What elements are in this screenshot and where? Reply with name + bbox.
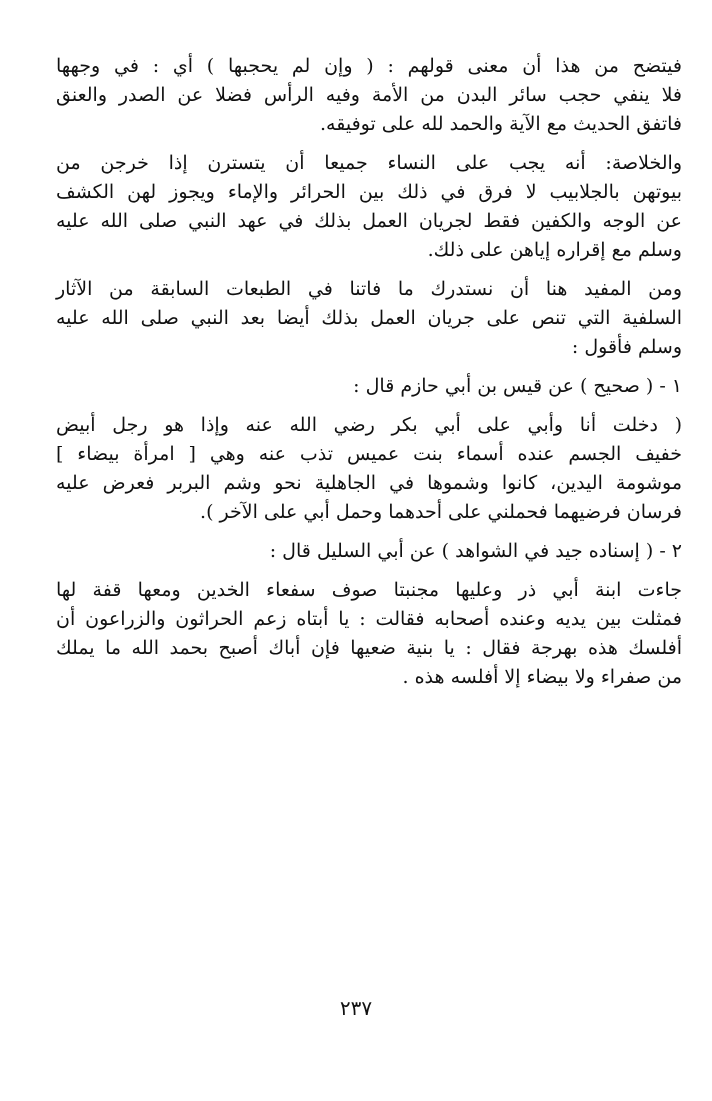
text-line: فاتفق الحديث مع الآية والحمد لله على توفيقه. <box>320 113 682 135</box>
text-line: فلا ينفي حجب سائر البدن من الأمة وفيه الرأس فضلا عن الصدر والعنق <box>56 84 682 106</box>
paragraph-2 <box>56 149 682 265</box>
text-line: موشومة اليدين، كانوا وشموها في الجاهلية نحو وشم البربر فعرض عليه <box>56 472 682 494</box>
text-line: عن الوجه والكفين فقط لجريان العمل بذلك في عهد النبي صلى الله عليه <box>56 210 682 232</box>
text-line: والخلاصة: أنه يجب على النساء جميعا أن يتسترن إذا خرجن من <box>56 152 682 174</box>
text-line: خفيف الجسم عنده أسماء بنت عميس تذب عنه وهي [ امرأة بيضاء ] <box>56 443 682 465</box>
paragraph-7 <box>56 576 682 692</box>
paragraph-6 <box>56 537 682 566</box>
paragraph-3 <box>56 275 682 362</box>
paragraph-1 <box>56 52 682 139</box>
text-line: جاءت ابنة أبي ذر وعليها مجنبتا صوف سفعاء الخدين ومعها قفة لها <box>56 579 682 601</box>
text-line: من صفراء ولا بيضاء إلا أفلسه هذه . <box>402 666 682 688</box>
page-number: ٢٣٧ <box>339 996 373 1020</box>
text-line: فيتضح من هذا أن معنى قولهم : ( وإن لم يحجبها ) أي : في وجهها <box>56 55 682 77</box>
paragraph-4 <box>56 372 682 401</box>
text-line: فمثلت بين يديه وعنده أصحابه فقالت : يا أبتاه زعم الحراثون والزراعون أن <box>56 608 682 630</box>
text-line: ( دخلت أنا وأبي على أبي بكر رضي الله عنه وإذا هو رجل أبيض <box>56 414 682 436</box>
text-line: أفلسك هذه بهرجة فقال : يا بنية ضعيها فإن أباك أصبح بحمد الله ما يملك <box>56 637 682 659</box>
text-line: السلفية التي تنص على جريان العمل بذلك أيضا بعد النبي صلى الله عليه <box>56 307 682 329</box>
text-line: وسلم مع إقراره إياهن على ذلك. <box>427 239 682 261</box>
text-line: ٢ - ( إسناده جيد في الشواهد ) عن أبي السليل قال : <box>269 540 682 562</box>
text-line: فرسان فرضيهما فحملني على أحدهما وحمل أبي على الآخر ). <box>200 501 682 523</box>
text-line: بيوتهن بالجلابيب لا فرق في ذلك بين الحرائر والإماء ويجوز لهن الكشف <box>56 181 682 203</box>
text-line: ومن المفيد هنا أن نستدرك ما فاتنا في الطبعات السابقة من الآثار <box>56 278 682 300</box>
text-line: ١ - ( صحيح ) عن قيس بن أبي حازم قال : <box>353 375 682 397</box>
page-text <box>56 52 682 1052</box>
paragraph-5 <box>56 411 682 527</box>
text-line: وسلم فأقول : <box>571 336 682 358</box>
